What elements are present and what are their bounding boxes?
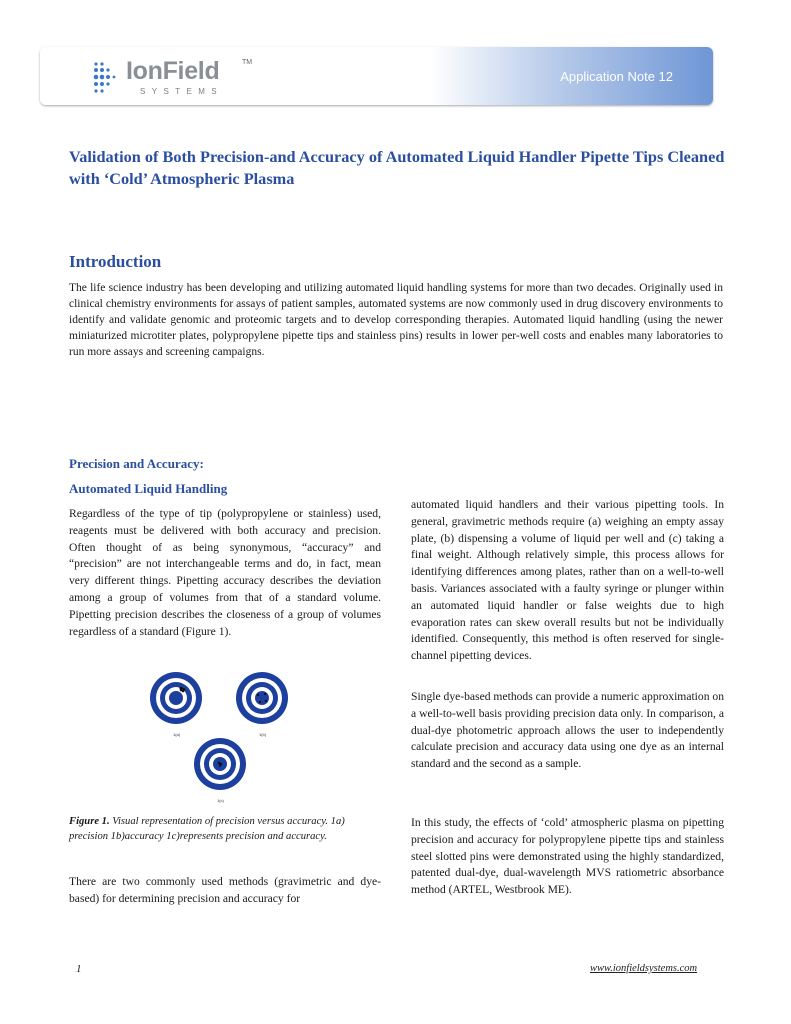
figure-label-c: 1(c) [217, 798, 224, 803]
section-subheading: Automated Liquid Handling [69, 481, 228, 496]
left-paragraph-2: There are two commonly used methods (gravimetric and dye-based) for determining precision and accuracy for [69, 875, 381, 905]
page-number: 1 [76, 963, 82, 975]
figure-caption-label: Figure 1. [69, 816, 110, 827]
application-note-label: Application Note 12 [560, 69, 673, 84]
header-banner [40, 47, 713, 105]
logo-text: IonField [126, 57, 220, 85]
logo-trademark: TM [242, 59, 253, 66]
logo-dots-icon [92, 60, 122, 96]
right-paragraph-1: automated liquid handlers and their various pipetting tools. In general, gravimetric methods require (a) weighing an empty assay plate, (b) dispensing a volume of liquid per well and (c) taking a final weight. Although relatively simple, this process allows for identifying differences among plates, rather than on a well-to-well basis. Variances associated with a faulty syringe or plunger within an automated liquid handler or false weights due to high evaporation rates can skew overall results but not be individually identified. Consequently, this method is often reserved for single-channel pipetting devices. [411, 498, 724, 663]
target-accuracy [234, 670, 290, 726]
logo-subtitle: SYSTEMS [140, 87, 224, 96]
document-title: Validation of Both Precision-and Accuracy of Automated Liquid Handler Pipette Tips Cleaned with ‘Cold’ Atmospheric Plasma [69, 147, 725, 188]
figure-caption-text: Visual representation of precision versus accuracy. 1a) precision 1b)accuracy 1c)represents precision and accuracy. [69, 816, 345, 842]
left-paragraph-1: Regardless of the type of tip (polypropylene or stainless) used, reagents must be delivered with both accuracy and precision. Often thought of as being synonymous, “accuracy” and “precision” are not interchangeable terms and do, in fact, mean very different things. Pipetting accuracy describes the deviation among a group of volumes from that of a standard volume. Pipetting precision describes the closeness of a group of volumes regardless of a standard (Figure 1). [69, 507, 381, 638]
website-link[interactable]: www.ionfieldsystems.com [590, 963, 698, 974]
introduction-heading: Introduction [69, 252, 162, 271]
figure-1-targets [140, 662, 370, 810]
target-precision [148, 670, 204, 726]
ionfield-logo [92, 57, 252, 101]
figure-label-b: 1(b) [259, 732, 267, 737]
right-paragraph-3: In this study, the effects of ‘cold’ atmospheric plasma on pipetting precision and accuracy for polypropylene pipette tips and stainless steel slotted pins were demonstrated using the highly standardized, patented dual-dye, dual-wavelength MVS ratiometric absorbance method (ARTEL, Westbrook ME). [411, 816, 724, 897]
figure-label-a: 1(a) [173, 732, 181, 737]
section-heading: Precision and Accuracy: [69, 456, 204, 471]
target-precision-and-accuracy [192, 736, 248, 792]
figure-1-caption [69, 814, 381, 844]
right-paragraph-2: Single dye-based methods can provide a numeric approximation on a well-to-well basis providing precision data only. In comparison, a dual-dye photometric approach allows the user to independently calculate precision and accuracy data using one dye as an internal standard and the second as a sample. [411, 690, 724, 771]
introduction-body: The life science industry has been developing and utilizing automated liquid handling systems for more than two decades. Originally used in clinical chemistry environments for assays of patient samples, automated systems are now commonly used in drug discovery environments to identify and validate genomic and proteomic targets and to develop corresponding therapies. Automated liquid handling (using the newer miniaturized microtiter plates, polypropylene pipette tips and stainless pins) results in lower per-well costs and enables many laboratories to run more assays and screening campaigns. [69, 282, 723, 358]
